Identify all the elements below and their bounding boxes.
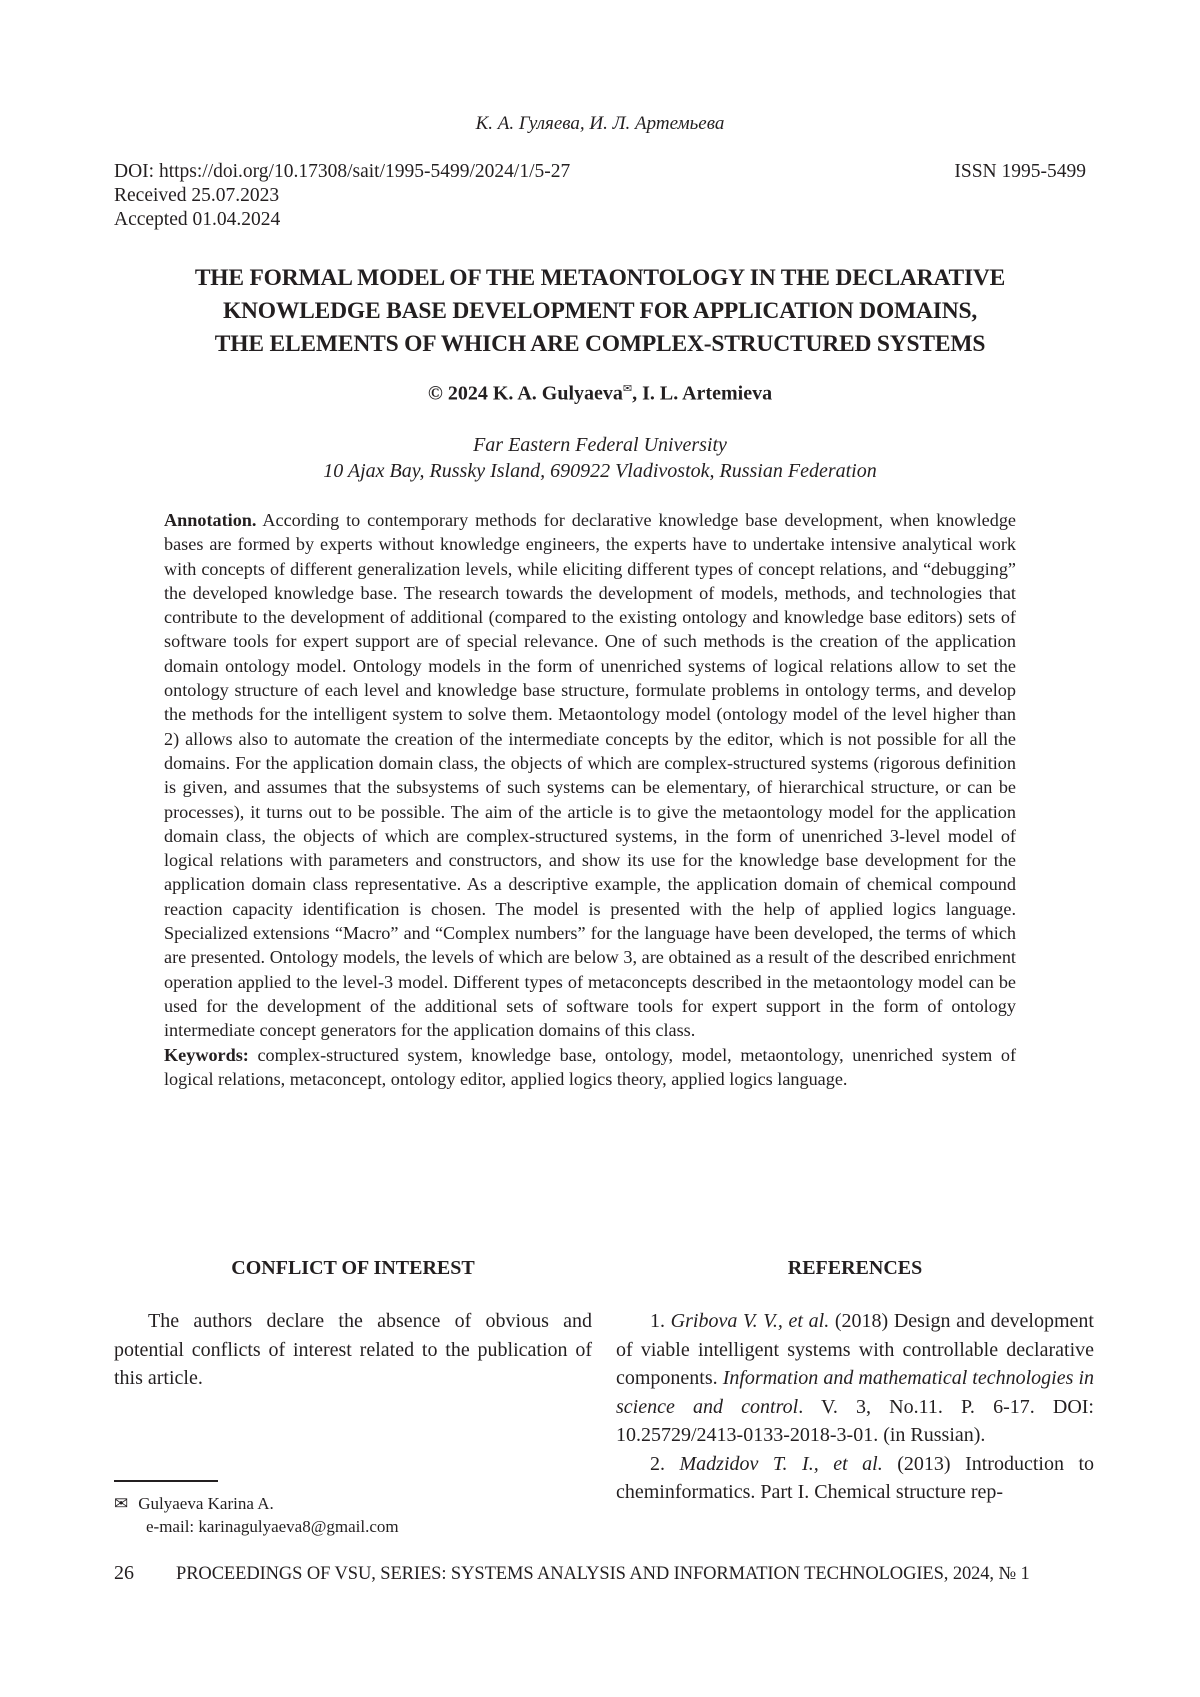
doi-link[interactable]: DOI: https://doi.org/10.17308/sait/1995-5499/2024/1/5-27 bbox=[114, 161, 571, 182]
references-heading: REFERENCES bbox=[787, 1257, 923, 1279]
journal-name: PROCEEDINGS OF VSU, SERIES: SYSTEMS ANALYSIS AND INFORMATION TECHNOLOGIES, 2024, № 1 bbox=[176, 1564, 1030, 1584]
footnote-divider bbox=[114, 1480, 218, 1482]
reference-item bbox=[616, 1307, 1094, 1450]
reference-text: (2018) Design and development of viable intelligent systems with controllable declarative components. bbox=[616, 1310, 1094, 1389]
author-secondary: , I. L. Artemieva bbox=[632, 382, 773, 405]
article-meta bbox=[114, 160, 570, 232]
author-primary: © 2024 K. A. Gulyaeva bbox=[427, 382, 623, 405]
conflict-heading: CONFLICT OF INTEREST bbox=[231, 1257, 475, 1279]
page-footer bbox=[114, 1562, 1090, 1585]
reference-item bbox=[616, 1450, 1094, 1507]
affiliation-address: 10 Ajax Bay, Russky Island, 690922 Vladivostok, Russian Federation bbox=[323, 460, 877, 482]
corresponding-author-footnote bbox=[114, 1492, 399, 1538]
title-line: THE ELEMENTS OF WHICH ARE COMPLEX-STRUCTURED SYSTEMS bbox=[214, 331, 986, 357]
abstract-label: Annotation. bbox=[164, 510, 257, 530]
footnote-name: Gulyaeva Karina A. bbox=[138, 1494, 274, 1513]
reference-number: 1. bbox=[650, 1310, 671, 1332]
authors bbox=[0, 382, 1200, 406]
reference-text: (2013) Introduction to cheminformatics. Part I. Chemical structure rep- bbox=[616, 1452, 1095, 1503]
keywords-label: Keywords: bbox=[164, 1044, 249, 1065]
conflict-text: The authors declare the absence of obvious and potential conflicts of interest related to the publication of this article. bbox=[114, 1310, 592, 1389]
envelope-icon: ✉ bbox=[622, 383, 633, 395]
envelope-icon: ✉ bbox=[114, 1494, 129, 1513]
accepted-date: Accepted 01.04.2024 bbox=[114, 209, 281, 230]
footnote-email[interactable]: e-mail: karinagulyaeva8@gmail.com bbox=[146, 1517, 399, 1536]
reference-number: 2. bbox=[650, 1452, 680, 1475]
title-line: KNOWLEDGE BASE DEVELOPMENT FOR APPLICATION DOMAINS, bbox=[222, 298, 978, 324]
keywords-text: complex-structured system, knowledge base, ontology, model, metaontology, unenriched system of logical relations, metaconcept, ontology editor, applied logics theory, applied logics language. bbox=[164, 1044, 1016, 1089]
article-title bbox=[100, 262, 1100, 361]
references-section bbox=[616, 1255, 1094, 1507]
title-line: THE FORMAL MODEL OF THE METAONTOLOGY IN THE DECLARATIVE bbox=[194, 265, 1006, 291]
issn: ISSN 1995-5499 bbox=[954, 161, 1086, 182]
abstract-text: According to contemporary methods for declarative knowledge base development, when knowledge bases are formed by experts without knowledge engineers, the experts have to undertake intensive analytical work with concepts of different generalization levels, while eliciting different types of concept relations, and “debugging” the developed knowledge base. The research towards the development of models, methods, and technologies that contribute to the development of additional (compared to the existing ontology and knowledge base editors) sets of software tools for expert support are of special relevance. One of such methods is the creation of the application domain ontology model. Ontology models in the form of unenriched systems of logical relations allow to set the ontology structure of each level and knowledge base structure, formulate problems in ontology terms, and develop the methods for the intelligent system to solve them. Metaontology model (ontology model of the level higher than 2) allows also to automate the creation of the intermediate concepts by the editor, which is not possible for all the domains. For the application domain class, the objects of which are complex-structured systems (rigorous definition is given, and assumes that the subsystems of such systems can be elementary, of hierarchical structure, or can be processes), it turns out to be possible. The aim of the article is to give the metaontology model for the application domain class, the objects of which are complex-structured systems, in the form of unenriched 3-level model of logical relations with parameters and constructors, and show its use for the knowledge base development for the application domain class representative. As a descriptive example, the application domain of chemical compound reaction capacity identification is chosen. The model is presented with the help of applied logics language. Specialized extensions “Macro” and “Complex numbers” for the language have been developed, the terms of which are presented. Ontology models, the levels of which are below 3, are obtained as a result of the described enrichment operation applied to the level-3 model. Different types of metaconcepts described in the metaontology model can be used for the development of the additional sets of software tools for expert support in the form of ontology intermediate concept generators for the application domains of this class. bbox=[164, 510, 1016, 1041]
conflict-section bbox=[114, 1255, 592, 1393]
reference-source: Information and mathematical technologies in science and control bbox=[616, 1367, 1094, 1418]
reference-authors: Gribova V. V., et al. bbox=[670, 1310, 830, 1332]
received-date: Received 25.07.2023 bbox=[114, 185, 280, 206]
affiliation bbox=[0, 432, 1200, 484]
page-number: 26 bbox=[114, 1562, 134, 1584]
reference-tail: . V. 3, No.11. P. 6-17. DOI: 10.25729/2413-0133-2018-3-01. (in Russian). bbox=[616, 1395, 1094, 1446]
affiliation-name: Far Eastern Federal University bbox=[473, 434, 727, 456]
abstract bbox=[164, 508, 1016, 1091]
running-head: К. А. Гуляева, И. Л. Артемьева bbox=[475, 113, 725, 134]
reference-authors: Madzidov T. I., et al. bbox=[679, 1452, 883, 1475]
